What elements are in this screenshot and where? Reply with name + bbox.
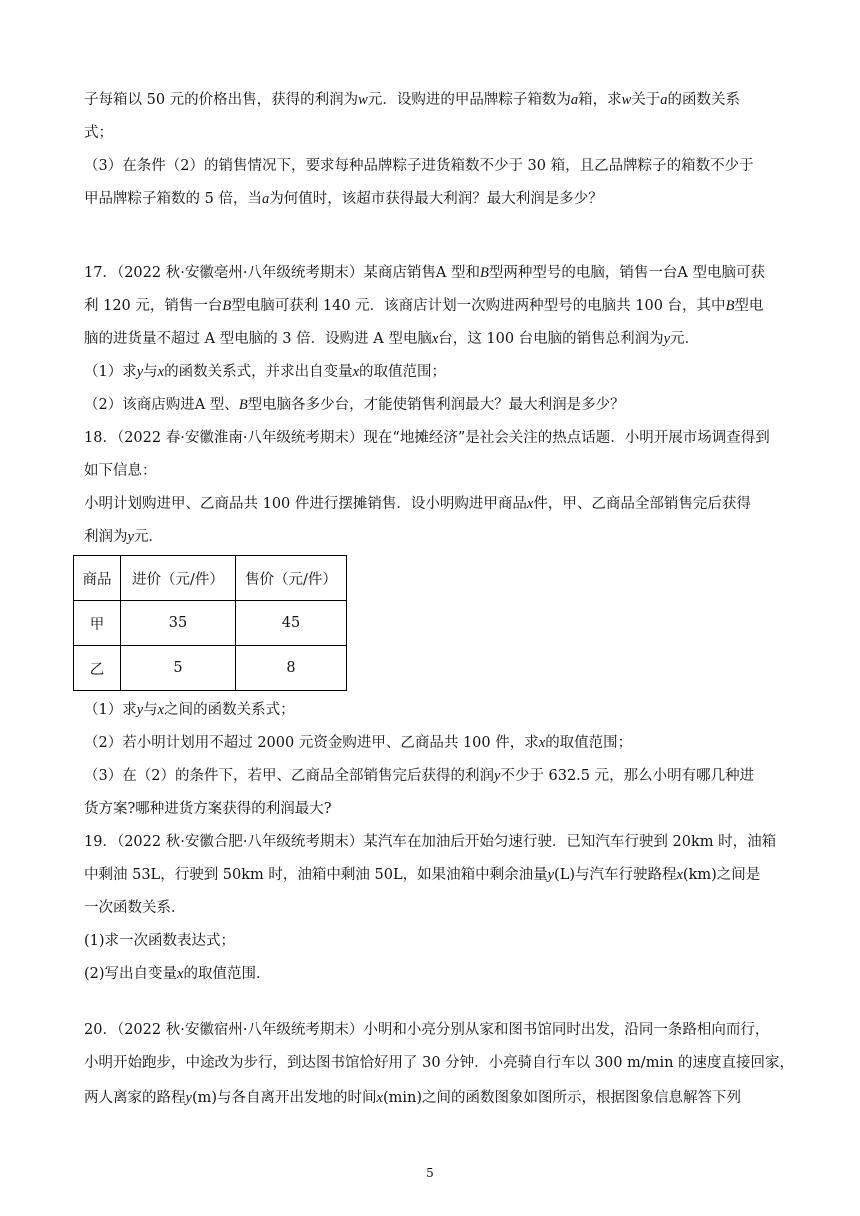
text-line: (1)求一次函数表达式；: [84, 933, 236, 949]
question-18: 18．（2022 春·安徽淮南·八年级统考期末）现在“地摊经济”是社会关注的热点话题．小明开展市场调查得到: [84, 430, 770, 446]
table-header-row: [74, 556, 347, 601]
table-cell: 45: [236, 601, 347, 646]
text-line: 脑的进货量不超过 A 型电脑的 3 倍．设购进 A 型电脑x台，这 100 台电脑的销售总利润为y元．: [84, 331, 700, 347]
text-line: (2)写出自变量x的取值范围．: [84, 966, 271, 982]
text-line: 小明计划购进甲、乙商品共 100 件进行摆摊销售．设小明购进甲商品x件，甲、乙商品全部销售完后获得: [84, 496, 751, 512]
text-line: 利 120 元，销售一台B型电脑可获利 140 元．该商店计划一次购进两种型号的电脑共 100 台，其中B型电: [84, 298, 764, 314]
table-header-cell: 进价（元/件）: [121, 556, 236, 601]
text-line: （3）在（2）的条件下，若甲、乙商品全部销售完后获得的利润y不少于 632.5 元，那么小明有哪几种进: [84, 768, 755, 784]
text-line: 小明开始跑步，中途改为步行，到达图书馆恰好用了 30 分钟．小亮骑自行车以 300 m/min 的速度直接回家，: [84, 1055, 795, 1071]
page-number: 5: [426, 1166, 434, 1180]
text-line: （1）求y与x的函数关系式，并求出自变量x的取值范围；: [84, 364, 447, 380]
text-line: （2）若小明计划用不超过 2000 元资金购进甲、乙商品共 100 件，求x的取值范围；: [84, 735, 633, 751]
table-cell: 35: [121, 601, 236, 646]
text-line: 两人离家的路程y(m)与各自离开出发地的时间x(min)之间的函数图象如图所示，根据图象信息解答下列: [84, 1090, 741, 1106]
table-cell: 8: [236, 646, 347, 691]
table-header-cell: 售价（元/件）: [236, 556, 347, 601]
table-row: [74, 646, 347, 691]
text-line: （1）求y与x之间的函数关系式；: [84, 702, 295, 718]
text-line: 式；: [84, 125, 113, 141]
table-cell: 5: [121, 646, 236, 691]
question-20: 20．（2022 秋·安徽宿州·八年级统考期末）小明和小亮分别从家和图书馆同时出发，沿同一条路相向而行，: [84, 1022, 770, 1038]
text-line: 中剩油 53L，行驶到 50km 时，油箱中剩油 50L，如果油箱中剩余油量y(L)与汽车行驶路程x(km)之间是: [84, 867, 761, 883]
text-line: 一次函数关系．: [84, 900, 186, 916]
table-cell: 甲: [74, 601, 121, 646]
question-17: 17．（2022 秋·安徽亳州·八年级统考期末）某商店销售A 型和B型两种型号的电脑，销售一台A 型电脑可获: [84, 265, 765, 281]
text-line: 甲品牌粽子箱数的 5 倍，当a为何值时，该超市获得最大利润？最大利润是多少？: [84, 191, 603, 207]
text-line: 如下信息：: [84, 463, 157, 479]
table-row: [74, 601, 347, 646]
text-line: 利润为y元．: [84, 529, 163, 545]
question-19: 19．（2022 秋·安徽合肥·八年级统考期末）某汽车在加油后开始匀速行驶．已知汽车行驶到 20km 时，油箱: [84, 834, 777, 850]
text-line: （2）该商店购进A 型、B型电脑各多少台，才能使销售利润最大？最大利润是多少？: [84, 397, 625, 413]
text-line: 货方案?哪种进货方案获得的利润最大?: [84, 801, 332, 817]
text-line: 子每箱以 50 元的价格出售，获得的利润为w元．设购进的甲品牌粽子箱数为a箱，求w关于a的函数关系: [84, 92, 741, 108]
table-cell: 乙: [74, 646, 121, 691]
price-table: [73, 555, 347, 691]
table-header-cell: 商品: [74, 556, 121, 601]
text-line: （3）在条件（2）的销售情况下，要求每种品牌粽子进货箱数不少于 30 箱，且乙品牌粽子的箱数不少于: [84, 158, 754, 174]
